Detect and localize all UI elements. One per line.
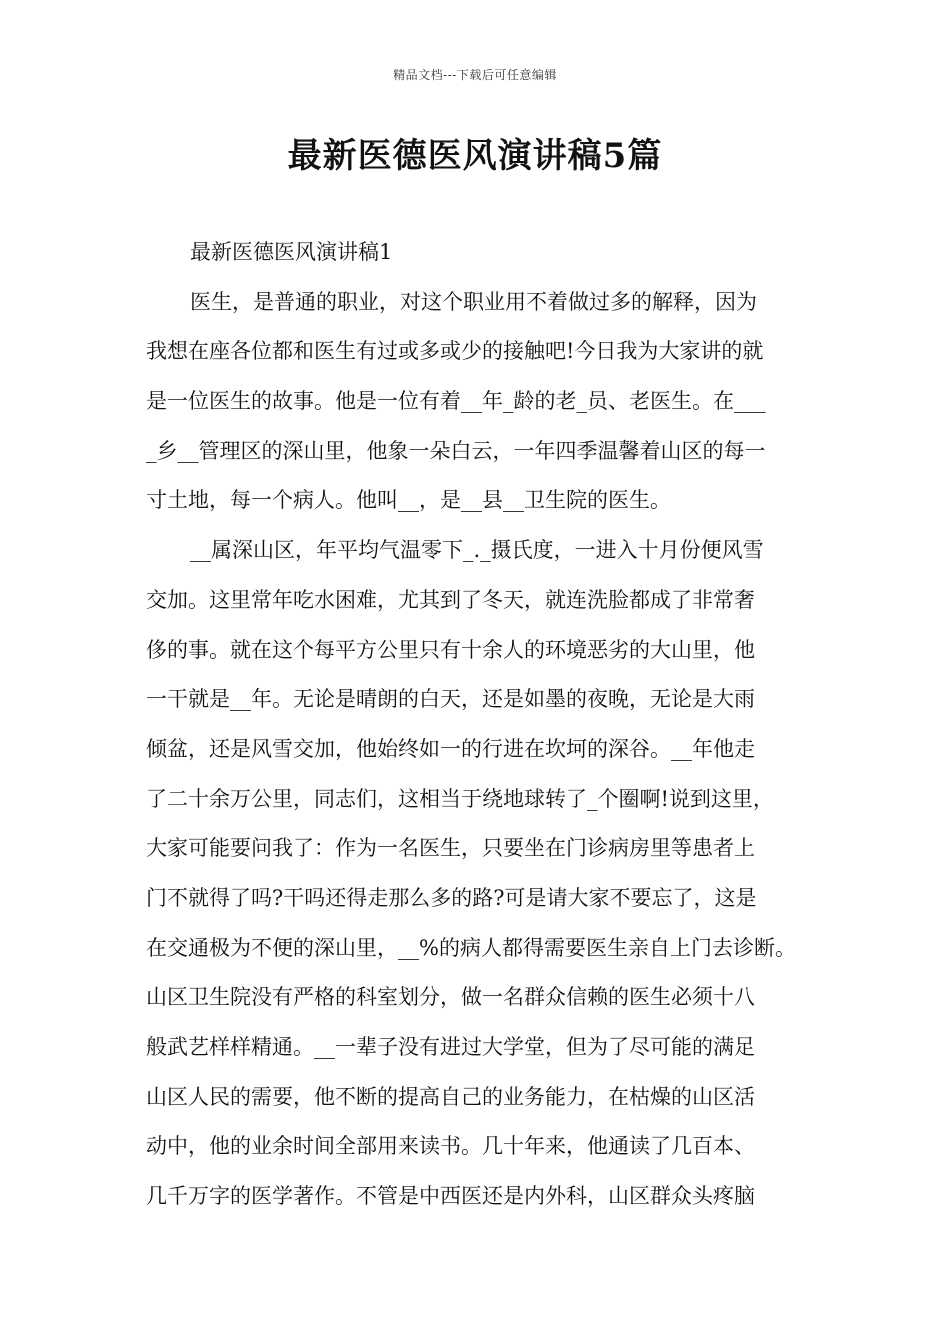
paragraph-line: 侈的事。就在这个每平方公里只有十余人的环境恶劣的大山里，他 [146, 637, 755, 662]
paragraph-line: 医生，是普通的职业，对这个职业用不着做过多的解释，因为 [190, 289, 757, 314]
paragraph-line: _乡__管理区的深山里，他象一朵白云，一年四季温馨着山区的每一 [146, 438, 766, 463]
paragraph-line: 般武艺样样精通。__一辈子没有进过大学堂，但为了尽可能的满足 [146, 1035, 755, 1059]
header-note: 精品文档---下载后可任意编辑 [393, 68, 557, 82]
paragraph-line: 我想在座各位都和医生有过或多或少的接触吧!今日我为大家讲的就 [146, 339, 764, 364]
paragraph-line: 是一位医生的故事。他是一位有着__年_龄的老_员、老医生。在___ [146, 389, 766, 414]
paragraph-line: 动中，他的业余时间全部用来读书。几十年来，他通读了几百本、 [146, 1134, 755, 1159]
paragraph-line: 倾盆，还是风雪交加，他始终如一的行进在坎坷的深谷。__年他走 [146, 736, 755, 761]
paragraph-line: 寸土地，每一个病人。他叫__，是__县__卫生院的医生。 [146, 488, 671, 513]
document-title: 最新医德医风演讲稿5篇 [287, 136, 663, 176]
paragraph-line: 了二十余万公里，同志们，这相当于绕地球转了_个圈啊!说到这里， [146, 786, 774, 811]
paragraph-line: 门不就得了吗?干吗还得走那么多的路?可是请大家不要忘了，这是 [146, 885, 757, 910]
paragraph-line: 一干就是__年。无论是晴朗的白天，还是如墨的夜晚，无论是大雨 [146, 687, 755, 712]
paragraph-line: 几千万字的医学著作。不管是中西医还是内外科，山区群众头疼脑 [146, 1184, 755, 1209]
paragraph-line: 交加。这里常年吃水困难，尤其到了冬天，就连洗脸都成了非常奢 [146, 587, 755, 612]
paragraph-line: __属深山区，年平均气温零下_._摄氏度，一进入十月份便风雪 [190, 538, 764, 563]
paragraph-line: 山区人民的需要，他不断的提高自己的业务能力，在枯燥的山区活 [146, 1084, 755, 1109]
paragraph-line: 大家可能要问我了：作为一名医生，只要坐在门诊病房里等患者上 [146, 836, 755, 861]
section-heading: 最新医德医风演讲稿1 [190, 240, 393, 264]
document-body [146, 232, 816, 1226]
paragraph-line: 山区卫生院没有严格的科室划分，做一名群众信赖的医生必须十八 [146, 985, 755, 1010]
paragraph-line: 在交通极为不便的深山里，__%的病人都得需要医生亲自上门去诊断。 [146, 935, 796, 960]
